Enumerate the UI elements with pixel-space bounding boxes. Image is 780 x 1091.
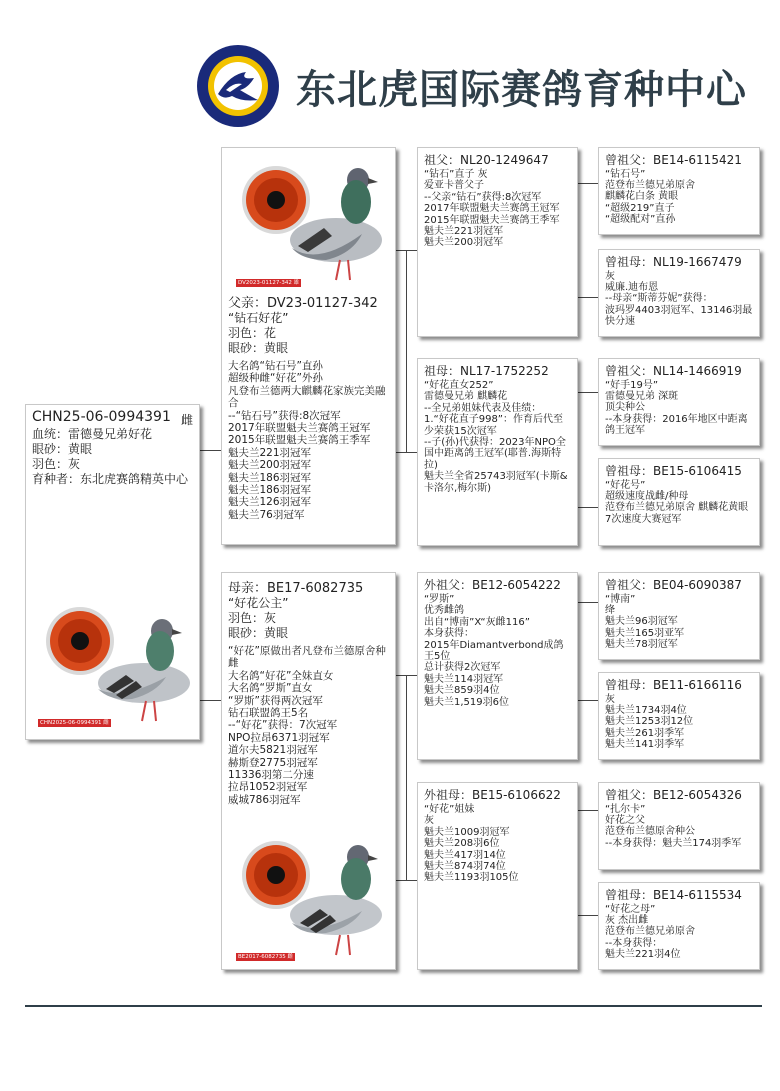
great-grandparent-card bbox=[598, 882, 760, 970]
connector bbox=[588, 183, 598, 184]
pedigree-line: 范登布兰德原舍种公 bbox=[605, 826, 695, 838]
pedigree-line: “好花直女252” bbox=[424, 380, 494, 391]
photo-tag: DV2023-01127-342 雄 bbox=[238, 280, 300, 286]
pedigree-line: 大名鸽“钻石号”直孙 bbox=[228, 360, 323, 372]
pedigree-line: “钻石”直子 灰 bbox=[424, 169, 488, 180]
pedigree-line: “钻石号” bbox=[605, 169, 646, 180]
pedigree-line: 道尔夫5821羽冠军 bbox=[228, 744, 318, 757]
pedigree-line: 魁夫兰221羽冠军 bbox=[424, 226, 504, 238]
great-grandparent-head: 曾祖父：BE14-6115421 bbox=[605, 153, 742, 167]
connector bbox=[578, 392, 588, 393]
pedigree-line: 波玛罗4403羽冠军、13146羽最快分速 bbox=[605, 304, 753, 327]
pedigree-line: 魁夫兰208羽6位 bbox=[424, 838, 500, 850]
pedigree-line: 范登布兰德兄弟原舍 麒麟花黄眼 bbox=[605, 502, 749, 514]
pedigree-line: 魁夫兰165羽亚军 bbox=[605, 627, 685, 639]
dam-pedigree bbox=[228, 645, 389, 806]
pedigree-line: --“钻石号”获得:8次冠军 bbox=[228, 409, 341, 422]
pedigree-line: 魁夫兰114羽冠军 bbox=[424, 673, 504, 685]
pedigree-line: 1.“好花直子998”：作育后代至少荣获15次冠军 bbox=[424, 414, 563, 437]
grandparent-card bbox=[417, 358, 578, 546]
connector bbox=[396, 452, 417, 453]
connector bbox=[578, 915, 588, 916]
connector bbox=[588, 602, 598, 603]
pedigree-line: 2015年Diamantverbond成鸽王5位 bbox=[424, 639, 564, 663]
great-grandparent-body bbox=[605, 169, 753, 225]
dam-name: “好花公主” bbox=[228, 596, 289, 610]
pedigree-line: 灰 bbox=[605, 271, 615, 282]
pedigree-line: 魁夫兰1253羽12位 bbox=[605, 716, 694, 728]
pedigree-line: --本身获得： bbox=[605, 937, 663, 949]
connector bbox=[588, 810, 598, 811]
pedigree-line: “罗斯” bbox=[424, 594, 455, 605]
connector bbox=[578, 183, 588, 184]
pedigree-line: 魁夫兰78羽冠军 bbox=[605, 638, 678, 650]
grandparent-head: 祖父：NL20-1249647 bbox=[424, 153, 549, 167]
photo-tag: BE2017-6082735 雌 bbox=[238, 954, 293, 960]
great-grandparent-head: 曾祖父：NL14-1466919 bbox=[605, 364, 742, 378]
great-grandparent-head: 曾祖母：BE14-6115534 bbox=[605, 888, 742, 902]
pedigree-line: 魁夫兰141羽季军 bbox=[605, 738, 685, 750]
pedigree-line: “好花之母” bbox=[605, 904, 656, 915]
pedigree-line: 绛 bbox=[605, 605, 615, 617]
pedigree-line: 2015年联盟魁夫兰赛鸽王季军 bbox=[228, 434, 371, 447]
great-grandparent-head: 曾祖母：BE15-6106415 bbox=[605, 464, 742, 478]
sire-head: 父亲：DV23-01127-342 bbox=[228, 296, 378, 311]
grandparent-head: 外祖母：BE15-6106622 bbox=[424, 788, 561, 802]
pedigree-line: --本身获得：2016年地区中距离鸽王冠军 bbox=[605, 413, 748, 436]
pedigree-line: 魁夫兰859羽4位 bbox=[424, 685, 500, 697]
connector bbox=[578, 507, 588, 508]
dam-eye: 眼砂：黄眼 bbox=[228, 626, 289, 640]
pedigree-line: 好花之父 bbox=[605, 815, 645, 827]
pedigree-line: 魁夫兰200羽冠军 bbox=[228, 459, 312, 472]
pedigree-line: “扎尔卡” bbox=[605, 804, 646, 815]
great-grandparent-head: 曾祖父：BE12-6054326 bbox=[605, 788, 742, 802]
great-grandparent-body bbox=[605, 594, 753, 650]
subject-ring-line bbox=[32, 409, 193, 425]
pedigree-line: 范登布兰德兄弟原舍 bbox=[605, 926, 695, 938]
great-grandparent-body bbox=[605, 694, 753, 750]
great-grandparent-body bbox=[605, 804, 753, 849]
pedigree-line: --“好花”获得：7次冠军 bbox=[228, 719, 338, 732]
pedigree-line: 血统：雷德曼兄弟好花 bbox=[32, 427, 153, 441]
great-grandparent-card bbox=[598, 572, 760, 660]
pedigree-line: 本身获得： bbox=[424, 628, 474, 640]
footer-divider bbox=[25, 1005, 762, 1007]
pedigree-line: 范登布兰德兄弟原舍 bbox=[605, 180, 695, 192]
pedigree-line: --子(孙)代获得：2023年NPO全国中距离鸽王冠军(耶普.海斯特拉) bbox=[424, 437, 566, 471]
great-grandparent-card bbox=[598, 249, 760, 337]
connector bbox=[396, 675, 406, 676]
pedigree-line: 出自“博南”X“灰雌116” bbox=[424, 616, 530, 628]
pedigree-line: 魁夫兰874羽74位 bbox=[424, 861, 506, 873]
pedigree-line: 魁夫兰221羽冠军 bbox=[228, 446, 312, 459]
pedigree-line: 麒麟花白条 黄眼 bbox=[605, 191, 679, 203]
pedigree-line: 魁夫兰1193羽105位 bbox=[424, 872, 519, 884]
grandparent-body bbox=[424, 169, 571, 249]
pedigree-line: 优秀雌鸽 bbox=[424, 605, 464, 617]
pedigree-line: 钻石联盟鸽王5名 bbox=[228, 707, 309, 720]
grandparent-card bbox=[417, 782, 578, 970]
connector bbox=[406, 250, 407, 452]
pedigree-line: 魁夫兰1734羽4位 bbox=[605, 705, 687, 717]
pedigree-line: “好花”原做出者凡登布兰德原舍种雌 bbox=[228, 645, 386, 670]
dam-head: 母亲：BE17-6082735 bbox=[228, 581, 364, 596]
pedigree-line: 魁夫兰186羽冠军 bbox=[228, 484, 312, 497]
pedigree-line: “超级配对”直孙 bbox=[605, 213, 676, 225]
grandparent-head: 祖母：NL17-1752252 bbox=[424, 364, 549, 378]
pedigree-line: 魁夫兰200羽冠军 bbox=[424, 237, 504, 249]
pedigree-line: “好手19号” bbox=[605, 380, 659, 391]
pedigree-line: 雷德曼兄弟 麒麟花 bbox=[424, 391, 508, 403]
pigeon-photo bbox=[36, 597, 196, 729]
pedigree-line: 2017年联盟魁夫兰赛鸽王冠军 bbox=[228, 422, 371, 435]
connector bbox=[406, 675, 407, 880]
great-grandparent-card bbox=[598, 782, 760, 870]
pedigree-line: --全兄弟姐妹代表及佳绩： bbox=[424, 402, 542, 414]
pedigree-line: 魁夫兰261羽季军 bbox=[605, 727, 685, 739]
pedigree-line: 超级速度战雌/种母 bbox=[605, 491, 689, 503]
sire-pedigree bbox=[228, 360, 391, 521]
pedigree-line: NPO拉昂6371羽冠军 bbox=[228, 731, 330, 744]
connector bbox=[578, 700, 588, 701]
pedigree-line: --母亲“斯蒂芬妮”获得： bbox=[605, 293, 713, 305]
pedigree-line: 赫斯登2775羽冠军 bbox=[228, 756, 318, 769]
subject-details bbox=[32, 427, 193, 487]
grandparent-card bbox=[417, 572, 578, 760]
pedigree-line: 灰 bbox=[424, 815, 434, 827]
pedigree-line: 灰 杰出雌 bbox=[605, 915, 649, 927]
great-grandparent-body bbox=[605, 380, 753, 436]
pedigree-line: 凡登布兰德两大麒麟花家族完美融合 bbox=[228, 384, 386, 410]
pedigree-line: “罗斯”获得两次冠军 bbox=[228, 694, 323, 707]
pedigree-line: 雷德曼兄弟 深斑 bbox=[605, 391, 679, 403]
pedigree-line: 魁夫兰96羽冠军 bbox=[605, 616, 678, 628]
pedigree-line: 2015年联盟魁夫兰赛鸽王季军 bbox=[424, 214, 560, 226]
pedigree-line: 爱亚卡普父子 bbox=[424, 180, 484, 192]
pigeon-photo bbox=[232, 831, 392, 963]
pedigree-line: 魁夫兰221羽4位 bbox=[605, 948, 681, 960]
great-grandparent-card bbox=[598, 458, 760, 546]
pedigree-line: 超级种雌“好花”外孙 bbox=[228, 372, 323, 385]
logo bbox=[196, 44, 280, 128]
connector bbox=[588, 297, 598, 298]
pedigree-line: 魁夫兰1009羽冠军 bbox=[424, 826, 510, 838]
connector bbox=[588, 392, 598, 393]
sire-eye: 眼砂：黄眼 bbox=[228, 341, 289, 355]
pedigree-line: 威廉.迪布恩 bbox=[605, 282, 659, 294]
pedigree-line: 魁夫兰1,519羽6位 bbox=[424, 696, 509, 708]
connector bbox=[200, 700, 221, 701]
pedigree-line: --本身获得：魁夫兰174羽季军 bbox=[605, 837, 742, 849]
pedigree-line: --父亲“钻石”获得:8次冠军 bbox=[424, 191, 542, 203]
grandparent-body bbox=[424, 594, 571, 708]
pedigree-line: 育种者：东北虎赛鸽精英中心 bbox=[32, 472, 189, 486]
dam-color: 羽色：灰 bbox=[228, 611, 277, 625]
sire-name: “钻石好花” bbox=[228, 311, 289, 325]
pedigree-line: “好花”姐妹 bbox=[424, 804, 475, 815]
connector bbox=[406, 250, 417, 251]
pedigree-line: “好花号” bbox=[605, 480, 646, 491]
dam-card bbox=[221, 572, 396, 970]
pedigree-line: 魁夫兰186羽冠军 bbox=[228, 471, 312, 484]
pedigree-line: 威城786羽冠军 bbox=[228, 793, 301, 806]
great-grandparent-card bbox=[598, 358, 760, 446]
pedigree-line: 魁夫兰76羽冠军 bbox=[228, 508, 305, 521]
connector bbox=[200, 450, 221, 451]
great-grandparent-body bbox=[605, 480, 753, 525]
connector bbox=[396, 250, 406, 251]
sire-card bbox=[221, 147, 396, 545]
grandparent-card bbox=[417, 147, 578, 337]
subject-card bbox=[25, 404, 200, 740]
pedigree-line: 大名鸽“好花”全妹直女 bbox=[228, 669, 334, 682]
connector bbox=[588, 507, 598, 508]
page-title: 东北虎国际赛鸽育种中心 bbox=[296, 67, 747, 113]
pedigree-line: 顶尖种公 bbox=[605, 402, 645, 414]
sire-color: 羽色：花 bbox=[228, 326, 277, 340]
subject-sex: 雌 bbox=[180, 413, 193, 427]
pedigree-line: 大名鸽“罗斯”直女 bbox=[228, 682, 313, 695]
pedigree-line: 魁夫兰417羽14位 bbox=[424, 849, 506, 861]
subject-photo bbox=[36, 597, 196, 729]
pedigree-line: 魁夫兰126羽冠军 bbox=[228, 496, 312, 509]
grandparent-body bbox=[424, 380, 571, 494]
great-grandparent-head: 曾祖母：BE11-6166116 bbox=[605, 678, 742, 692]
connector bbox=[588, 700, 598, 701]
pedigree-line: “超级219”直子 bbox=[605, 202, 675, 214]
great-grandparent-head: 曾祖母：NL19-1667479 bbox=[605, 255, 742, 269]
dam-photo bbox=[232, 831, 392, 963]
sire-photo bbox=[232, 156, 392, 288]
subject-ring: CHN25-06-0994391 bbox=[32, 409, 171, 425]
connector bbox=[406, 675, 417, 676]
header bbox=[196, 44, 766, 128]
pedigree-line: 拉昂1052羽冠军 bbox=[228, 781, 308, 794]
pigeon-photo bbox=[232, 156, 392, 288]
great-grandparent-body bbox=[605, 271, 753, 327]
pedigree-line: 羽色：灰 bbox=[32, 457, 81, 471]
pedigree-line: 2017年联盟魁夫兰赛鸽王冠军 bbox=[424, 203, 560, 215]
pedigree-line: 眼砂：黄眼 bbox=[32, 442, 93, 456]
connector bbox=[588, 915, 598, 916]
great-grandparent-card bbox=[598, 672, 760, 760]
pedigree-line: “博南” bbox=[605, 594, 636, 605]
pedigree-line: 魁夫兰全省25743羽冠军(卡斯&卡洛尔,梅尔斯) bbox=[424, 471, 568, 494]
photo-tag: CHN2025-06-0994391 雌 bbox=[40, 720, 109, 726]
great-grandparent-body bbox=[605, 904, 753, 960]
connector bbox=[578, 297, 588, 298]
pedigree-line: 灰 bbox=[605, 694, 615, 705]
pedigree-line: 11336羽第二分速 bbox=[228, 769, 314, 782]
great-grandparent-card bbox=[598, 147, 760, 235]
pedigree-line: 总计获得2次冠军 bbox=[424, 662, 501, 674]
connector bbox=[578, 602, 588, 603]
connector bbox=[578, 810, 588, 811]
pedigree-line: 7次速度大赛冠军 bbox=[605, 513, 682, 525]
great-grandparent-head: 曾祖父：BE04-6090387 bbox=[605, 578, 742, 592]
grandparent-head: 外祖父：BE12-6054222 bbox=[424, 578, 561, 592]
grandparent-body bbox=[424, 804, 571, 884]
connector bbox=[396, 880, 417, 881]
